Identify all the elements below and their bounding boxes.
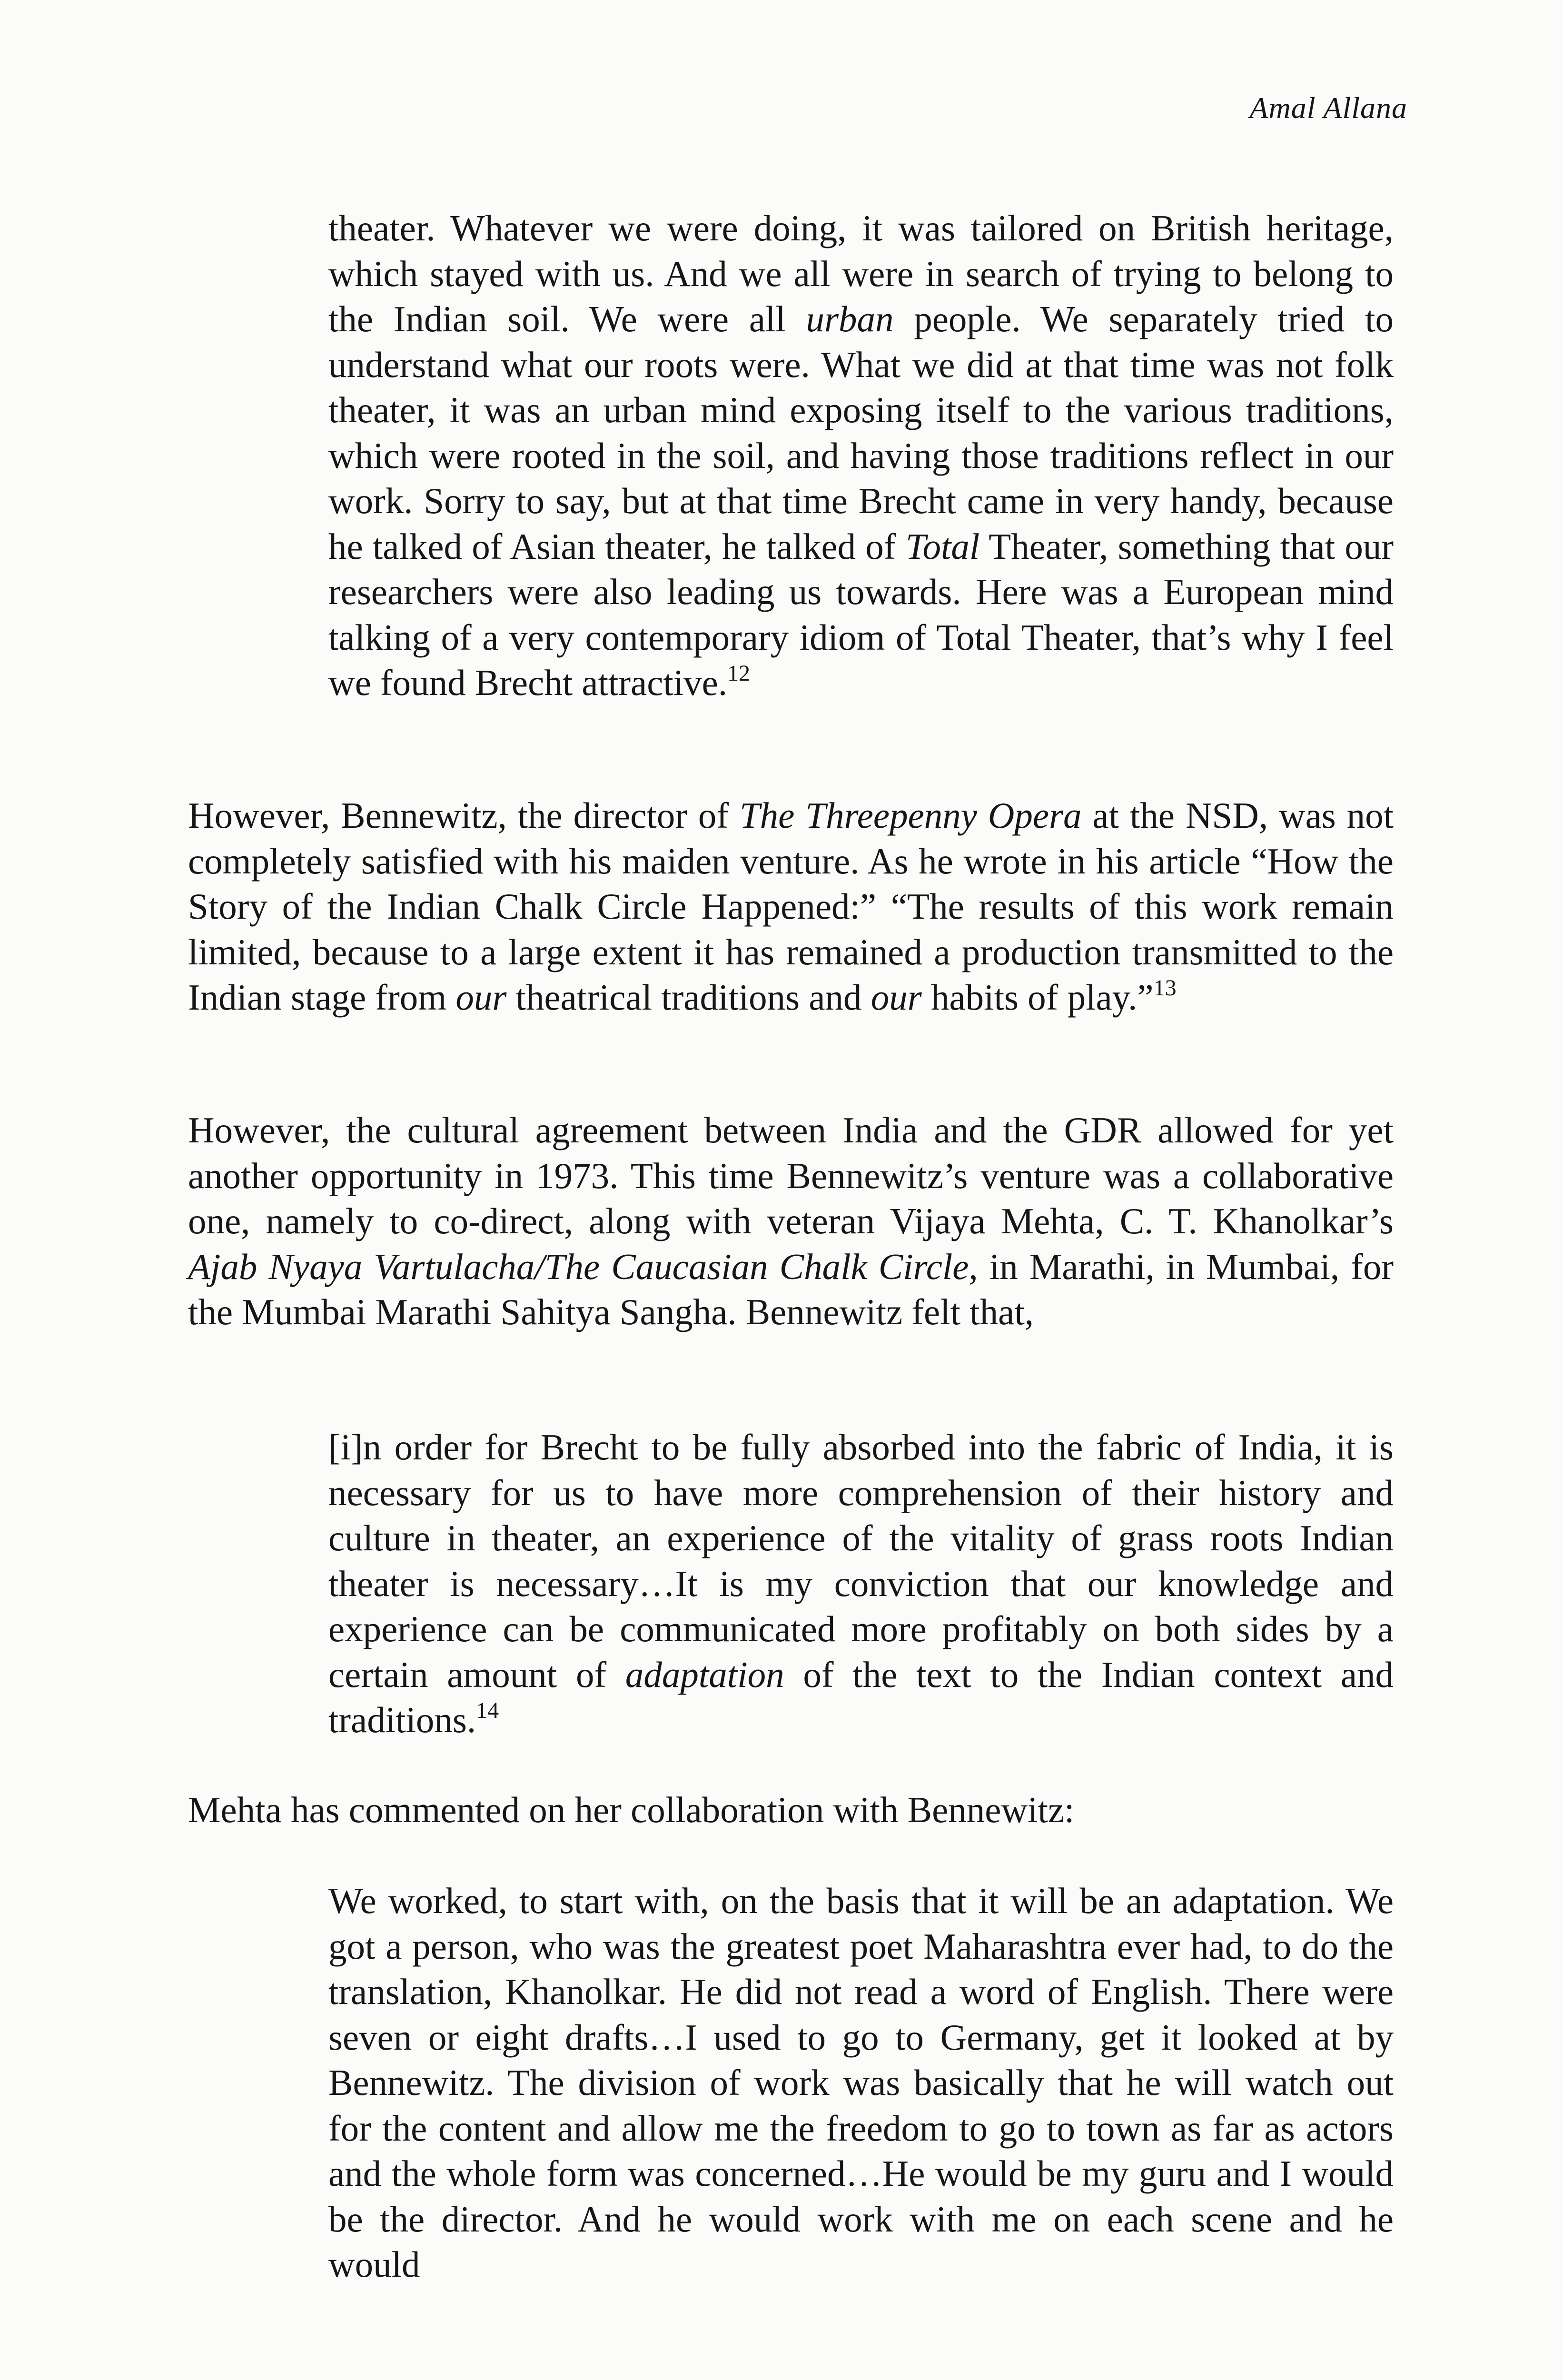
quote-text: We worked, to start with, on the basis that it will be an adaptation. We got a person, who was the greatest poet Maharashtra ever had, to do the translation, Khanolkar. He did not read a word of English. There were seven or eight drafts…I used to go to Germany, get it looked at by Bennewitz. The division of work was basically that he will watch out for the content and allow me the freedom to go to town as far as actors and the whole form was concerned…He would be my guru and I would be the director. And he would work with me on each scene and he would <box>328 1880 1394 2285</box>
block-quote-mehta-collaboration <box>328 1878 1394 2288</box>
emphasis-our: our <box>871 977 922 1018</box>
emphasis-urban: urban <box>806 298 894 339</box>
paragraph-mehta-intro <box>188 1787 1394 1833</box>
footnote-marker-12: 12 <box>727 661 751 686</box>
quote-text: people. We separately tried to understand what our roots were. What we did at that time was not folk theater, it was an urban mind exposing itself to the various traditions, which were rooted in the soil, and having those traditions reflect in our work. Sorry to say, but at that time Brecht came in very handy, because he talked of Asian theater, he talked of <box>328 298 1394 567</box>
footnote-marker-14: 14 <box>476 1698 499 1723</box>
quote-text: of the text to the Indian context and traditions. <box>328 1654 1394 1740</box>
emphasis-our: our <box>455 977 507 1018</box>
body-text: , in Marathi, in Mumbai, for the Mumbai Marathi Sahitya Sangha. Bennewitz felt that, <box>188 1246 1394 1332</box>
emphasis-adaptation: adaptation <box>625 1654 784 1695</box>
body-text: Mehta has commented on her collaboration with Bennewitz: <box>188 1789 1075 1830</box>
block-quote-bennewitz-adaptation <box>328 1425 1394 1743</box>
block-quote-brecht-asian-theater <box>328 206 1394 706</box>
title-ajab-nyaya-vartulacha: Ajab Nyaya Vartulacha/The Caucasian Chalk Circle <box>188 1246 969 1287</box>
body-text: habits of play.” <box>921 977 1154 1018</box>
paragraph-bennewitz-threepenny <box>188 793 1394 1021</box>
emphasis-total: Total <box>905 526 980 567</box>
body-text: However, the cultural agreement between India and the GDR allowed for yet another opportunity in 1973. This time Bennewitz’s venture was a collaborative one, namely to co-direct, along with veteran Vijaya Mehta, C. T. Khanolkar’s <box>188 1110 1394 1241</box>
footnote-marker-13: 13 <box>1153 975 1177 1001</box>
running-head: Amal Allana <box>1249 91 1407 125</box>
body-text: However, Bennewitz, the director of <box>188 795 740 836</box>
title-threepenny-opera: The Threepenny Opera <box>739 795 1082 836</box>
body-text: theatrical traditions and <box>506 977 871 1018</box>
paragraph-cultural-agreement <box>188 1108 1394 1335</box>
quote-text: theater. Whatever we were doing, it was tailored on British heritage, which stayed with us. And we all were in search of trying to belong to the Indian soil. We were all <box>328 208 1394 339</box>
quote-text: [i]n order for Brecht to be fully absorbed into the fabric of India, it is necessary for us to have more comprehension of their history and culture in theater, an experience of the vitality of grass roots Indian theater is necessary…It is my conviction that our knowledge and experience can be communicated more profitably on both sides by a certain amount of <box>328 1427 1394 1695</box>
body-text: at the NSD, was not completely satisfied with his maiden venture. As he wrote in his article “How the Story of the Indian Chalk Circle Happened:” “The results of this work remain limited, because to a large extent it has remained a production transmitted to the Indian stage from <box>188 795 1394 1018</box>
quote-text: Theater, something that our researchers were also leading us towards. Here was a European mind talking of a very contemporary idiom of Total Theater, that’s why I feel we found Brecht attractive. <box>328 526 1394 703</box>
